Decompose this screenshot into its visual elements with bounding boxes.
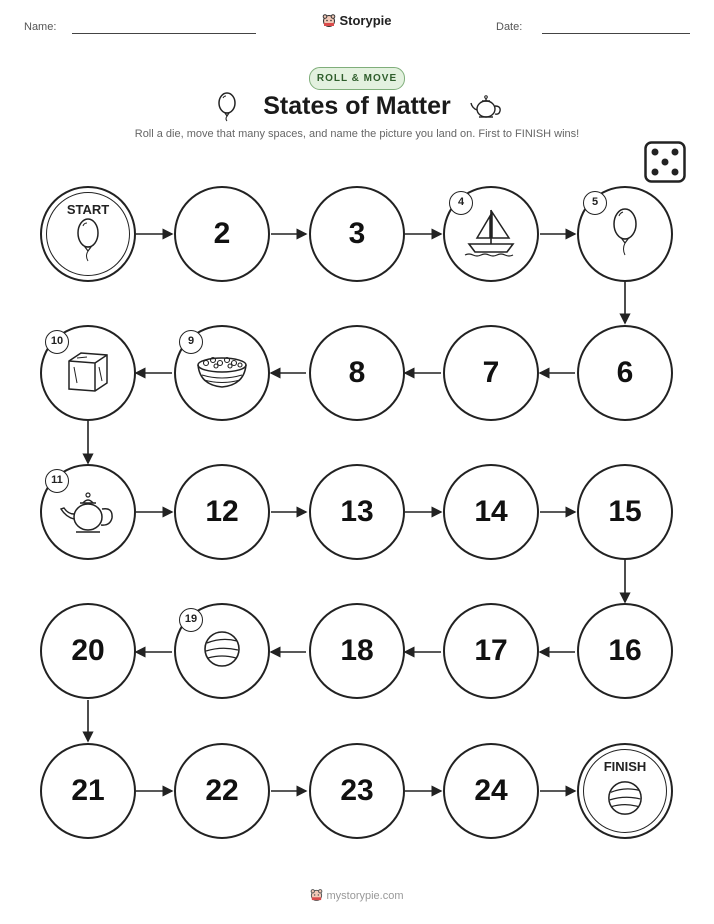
- space-number: 21: [71, 774, 105, 807]
- footer-url[interactable]: mystorypie.com: [326, 889, 404, 902]
- finish-label: FINISH: [603, 759, 647, 774]
- space-19-badge: 19: [179, 608, 203, 632]
- balloon-icon: [610, 206, 640, 263]
- space-10-badge: 10: [45, 330, 69, 354]
- start-label: START: [66, 202, 110, 217]
- brand-name: Storypie: [339, 13, 392, 28]
- footer: [0, 888, 714, 904]
- instructions: Roll a die, move that many spaces, and name the picture you land on. First to FINISH wins!: [134, 128, 580, 140]
- page-title: States of Matter: [263, 92, 451, 120]
- space-number: 23: [340, 774, 374, 807]
- space-9-badge: 9: [179, 330, 203, 354]
- space-12[interactable]: [174, 464, 270, 560]
- ice-cube-icon: [63, 347, 113, 400]
- space-3[interactable]: [309, 186, 405, 282]
- space-22[interactable]: [174, 743, 270, 839]
- space-15[interactable]: [577, 464, 673, 560]
- space-number: 16: [608, 634, 642, 667]
- balloon-icon: [73, 217, 103, 268]
- space-number: 6: [616, 356, 634, 389]
- space-17[interactable]: [443, 603, 539, 699]
- space-4-badge: 4: [449, 191, 473, 215]
- space-number: 13: [340, 495, 374, 528]
- space-5-badge: 5: [583, 191, 607, 215]
- space-number: 7: [482, 356, 500, 389]
- space-number: 15: [608, 495, 642, 528]
- space-number: 8: [348, 356, 366, 389]
- space-16[interactable]: [577, 603, 673, 699]
- date-label: Date:: [496, 21, 523, 33]
- space-number: 18: [340, 634, 374, 667]
- cereal-bowl-icon: [194, 351, 250, 396]
- space-24[interactable]: [443, 743, 539, 839]
- space-8[interactable]: [309, 325, 405, 421]
- space-number: 24: [474, 774, 508, 807]
- space-21[interactable]: [40, 743, 136, 839]
- ball-icon: [606, 779, 644, 822]
- space-7[interactable]: [443, 325, 539, 421]
- space-23[interactable]: [309, 743, 405, 839]
- space-18[interactable]: [309, 603, 405, 699]
- space-number: 22: [205, 774, 239, 807]
- space-2[interactable]: [174, 186, 270, 282]
- space-20[interactable]: [40, 603, 136, 699]
- space-number: 17: [474, 634, 508, 667]
- name-label: Name:: [24, 21, 57, 33]
- space-number: 14: [474, 495, 508, 528]
- space-number: 12: [205, 495, 239, 528]
- space-number: 20: [71, 634, 105, 667]
- ball-icon: [202, 629, 242, 674]
- space-13[interactable]: [309, 464, 405, 560]
- activity-badge: ROLL & MOVE: [309, 67, 405, 90]
- space-14[interactable]: [443, 464, 539, 560]
- finish-space[interactable]: [577, 743, 673, 839]
- space-number: 3: [348, 217, 366, 250]
- space-11-badge: 11: [45, 469, 69, 493]
- teapot-icon: [58, 489, 118, 542]
- storypie-logo-icon: [310, 888, 323, 904]
- start-space[interactable]: [40, 186, 136, 282]
- space-6[interactable]: [577, 325, 673, 421]
- space-number: 2: [213, 217, 231, 250]
- sailboat-icon: [461, 206, 521, 263]
